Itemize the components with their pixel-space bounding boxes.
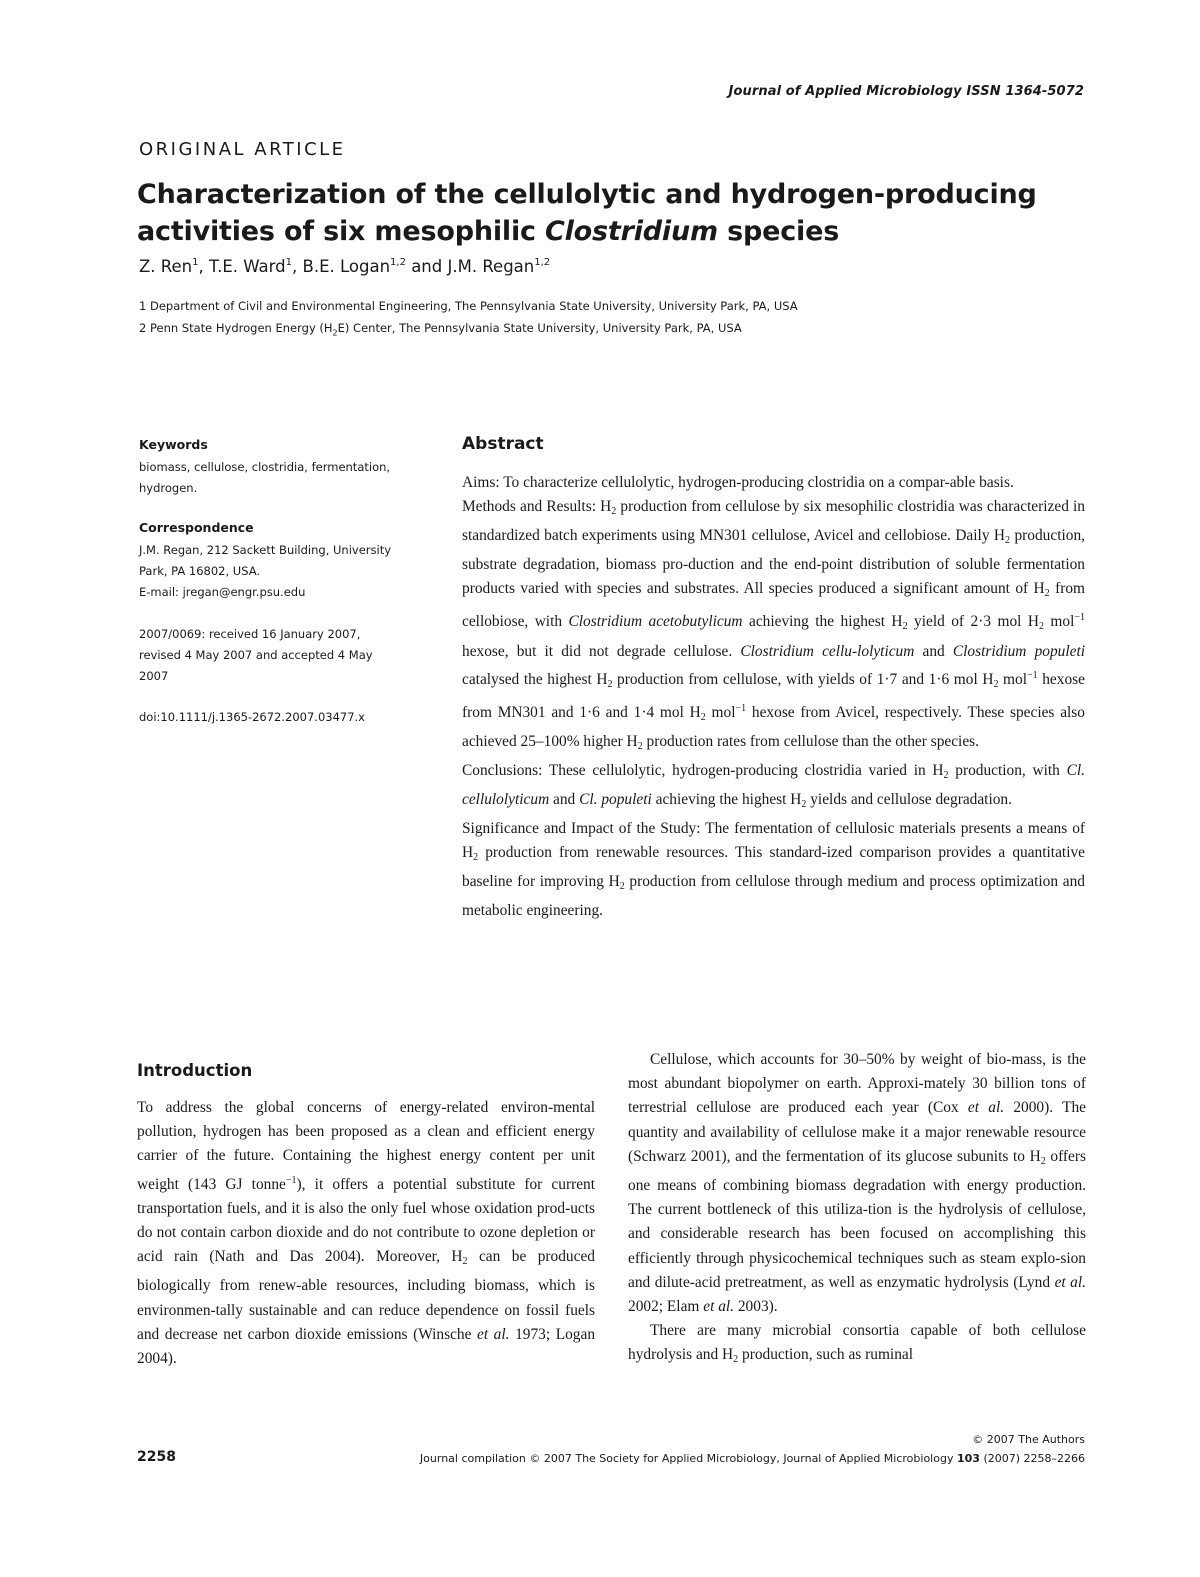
copyright-notice: © 2007 The Authors	[972, 1433, 1085, 1446]
abstract-significance: Significance and Impact of the Study: The fermentation of cellulosic materials presents a means of $H_2$ production from renewable resources. This standard-ized comparison provides a quantitative baseline for improving $H_2$ production from cellulose through medium and process optimization and metabolic engineering.	[462, 820, 1086, 920]
journal-header: Journal of Applied Microbiology ISSN 1364-5072	[728, 84, 1084, 99]
journal-citation-footer: Journal compilation © 2007 The Society for Applied Microbiology, Journal of Applied Microbiology 103 (2007) 2258–2266	[419, 1452, 1085, 1465]
title-line-2-end: species	[727, 216, 840, 247]
intro-paragraph: There are many microbial consortia capable of both cellulose hydrolysis and $H_2$ production, such as ruminal	[628, 1322, 1086, 1366]
intro-column-right	[628, 1048, 1086, 1373]
author-name: T.E. Ward	[209, 257, 286, 276]
introduction-heading: Introduction	[137, 1061, 253, 1080]
affiliation-1: 1 Department of Civil and Environmental Engineering, The Pennsylvania State University, University Park, PA, USA	[139, 299, 798, 313]
abstract-conclusions: Conclusions: These cellulolytic, hydrogen-producing clostridia varied in $H_2$ production, with Cl. cellulolyticum and Cl. populeti achieving the highest $H_2$ yields and cellulose degradation.	[462, 761, 1085, 811]
title-genus: Clostridium	[545, 216, 718, 247]
article-type: ORIGINAL ARTICLE	[139, 139, 346, 160]
intro-paragraph: Cellulose, which accounts for 30–50% by weight of bio-mass, is the most abundant biopolymer on earth. Approxi-mately 30 billion tons of terrestrial cellulose are produced each year (Cox et al. 2000). The quantity and availability of cellulose make it a major renewable resource (Schwarz 2001), and the fermentation of its glucose subunits to $H_2$ offers one means of combining biomass degradation with energy production. The current bottleneck of this utiliza-tion is the hydrolysis of cellulose, and considerable research has been focused on accomplishing this efficiently through physicochemical techniques such as steam explo-sion and dilute-acid pretreatment, as well as enzymatic hydrolysis (Lynd et al. 2002; Elam et al. 2003).	[628, 1051, 1087, 1316]
author-name: B.E. Logan	[302, 257, 391, 276]
author-name: Z. Ren	[139, 257, 193, 276]
keywords-heading: Keywords	[139, 437, 208, 452]
keywords-list: biomass, cellulose, clostridia, fermentation, hydrogen.	[139, 460, 391, 495]
abstract-body	[462, 471, 1085, 924]
abstract-heading: Abstract	[462, 434, 544, 454]
author-affiliation-mark: 1	[285, 257, 293, 268]
correspondence-email[interactable]: E-mail: jregan@engr.psu.edu	[139, 585, 306, 599]
abstract-methods: Methods and Results: $H_2$ production from cellulose by six mesophilic clostridia was characterized in standardized batch experiments using MN301 cellulose, Avicel and cellobiose. Daily $H_2$ production, substrate degradation, biomass pro-duction and the end-point distribution of soluble fermentation products varied with species and substrates. All species produced a significant amount of $H_2$ from cellobiose, with Clostridium acetobutylicum achieving the highest $H_2$ yield of 2·3 mol $H_2$ mol$^{-1}$ hexose, but it did not degrade cellulose. Clostridium cellu-lolyticum and Clostridium populeti catalysed the highest $H_2$ production from cellulose, with yields of 1·7 and 1·6 mol $H_2$ mol$^{-1}$ hexose from MN301 and 1·6 and 1·4 mol $H_2$ mol$^{-1}$ hexose from Avicel, respectively. These species also achieved 25–100% higher $H_2$ production rates from cellulose than the other species.	[462, 498, 1086, 752]
author-affiliation-mark: 1,2	[534, 257, 551, 268]
intro-column-left	[137, 1096, 595, 1371]
intro-paragraph: To address the global concerns of energy-related environ-mental pollution, hydrogen has been proposed as a clean and efficient energy carrier of the future. Containing the highest energy content per unit weight (143 GJ tonne$^{-1}$), it offers a potential substitute for current transportation fuels, and it is also the only fuel whose oxidation prod-ucts do not contain carbon dioxide and do not contribute to ozone depletion or acid rain (Nath and Das 2004). Moreover, $H_2$ can be produced biologically from renew-able resources, including biomass, which is environmen-tally sustainable and can reduce dependence on fossil fuels and decrease net carbon dioxide emissions (Winsche et al. 1973; Logan 2004).	[137, 1099, 596, 1368]
article-dates: 2007/0069: received 16 January 2007, revised 4 May 2007 and accepted 4 May 2007	[139, 627, 373, 683]
title-line-1: Characterization of the cellulolytic and hydrogen-producing	[137, 179, 1037, 210]
author-list: Z. Ren$^1$, T.E. Ward$^1$, B.E. Logan$^{1,2}$ and J.M. Regan$^{1,2}$	[139, 257, 551, 276]
author-name: J.M. Regan	[447, 257, 535, 276]
affiliation-2: 2 Penn State Hydrogen Energy $(H_2E)$ Center, The Pennsylvania State University, University Park, PA, USA	[139, 321, 742, 338]
abstract-aims: Aims: To characterize cellulolytic, hydrogen-producing clostridia on a compar-able basis.	[462, 474, 1014, 491]
page-number: 2258	[137, 1449, 176, 1465]
correspondence-heading: Correspondence	[139, 520, 254, 535]
author-affiliation-mark: 1	[192, 257, 199, 268]
correspondence-address: J.M. Regan, 212 Sackett Building, University Park, PA 16802, USA. E-mail: jregan@engr.psu.edu	[139, 540, 439, 603]
title-line-2: activities of six mesophilic	[137, 216, 536, 247]
article-title	[137, 176, 1097, 250]
author-affiliation-mark: 1,2	[390, 257, 406, 268]
doi-link[interactable]: doi:10.1111/j.1365-2672.2007.03477.x	[139, 710, 365, 724]
